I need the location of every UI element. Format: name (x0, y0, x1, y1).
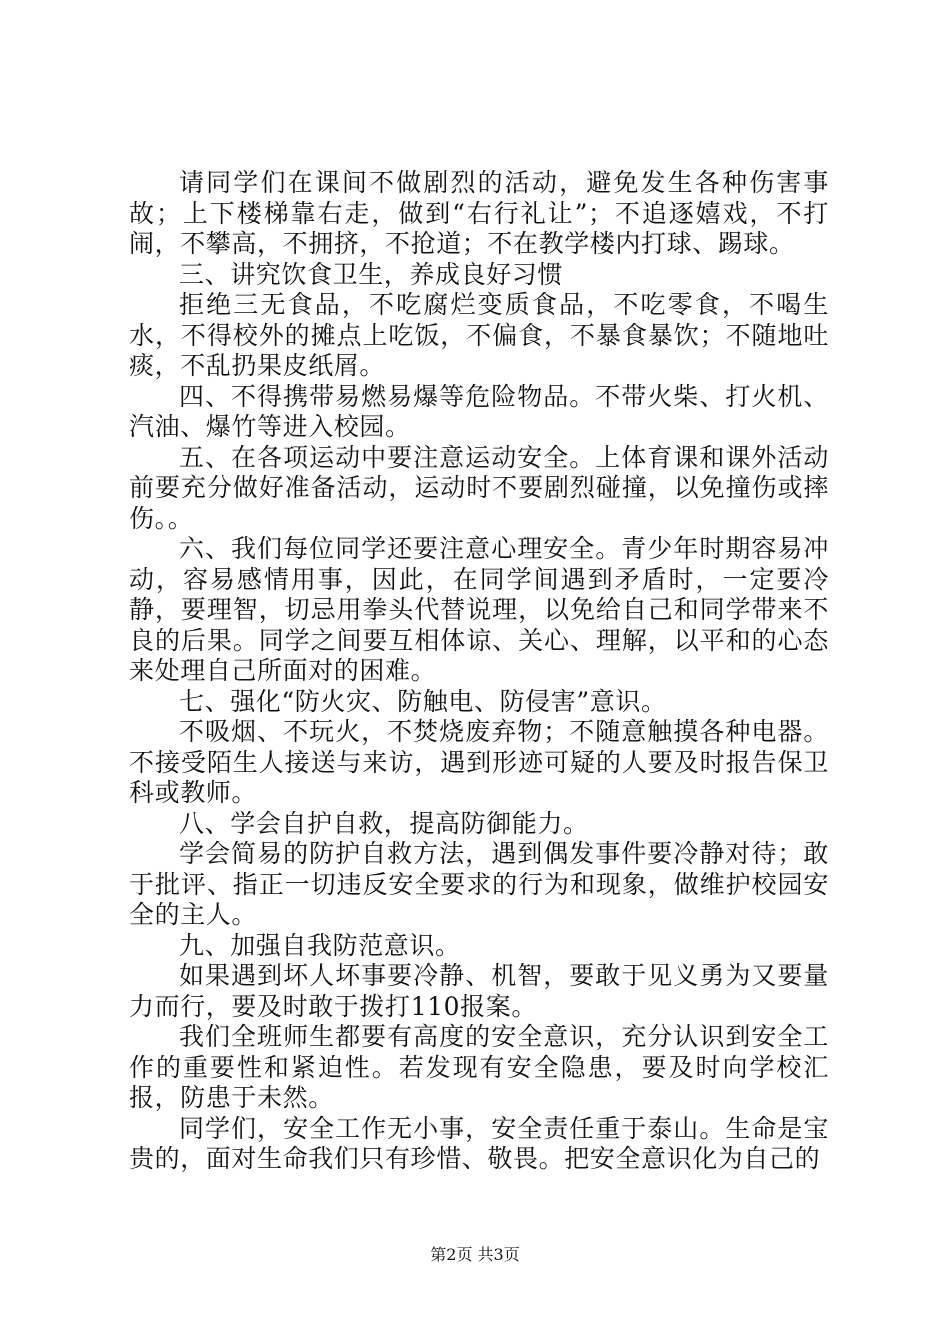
paragraph-self-rescue: 学会简易的防护自救方法，遇到偶发事件要冷静对待；敢于批评、指正一切违反安全要求的行为和现象，做维护校园安全的主人。 (129, 839, 829, 929)
paragraph-class-awareness: 我们全班师生都要有高度的安全意识，充分认识到安全工作的重要性和紧迫性。若发现有安全隐患，要及时向学校汇报，防患于未然。 (129, 1022, 829, 1112)
heading-section-8: 八、学会自护自救，提高防御能力。 (179, 808, 589, 838)
paragraph-1: 请同学们在课间不做剧烈的活动，避免发生各种伤害事故；上下楼梯靠右走，做到“右行礼让”；不追逐嬉戏，不打闹，不攀高，不拥挤，不抢道；不在教学楼内打球、踢球。 (129, 168, 829, 258)
page-number-label: 第2页 共3页 (430, 1245, 520, 1264)
page-footer (0, 1245, 950, 1265)
paragraph-food-hygiene: 拒绝三无食品，不吃腐烂变质食品，不吃零食，不喝生水，不得校外的摊点上吃饭，不偏食，不暴食暴饮；不随地吐痰，不乱扔果皮纸屑。 (129, 290, 829, 380)
heading-section-3: 三、讲究饮食卫生，养成良好习惯 (179, 259, 564, 289)
heading-section-5: 五、在各项运动中要注意运动安全。上体育课和课外活动前要充分做好准备活动，运动时不要剧烈碰撞，以免撞伤或摔伤。。 (129, 442, 829, 533)
paragraph-closing: 同学们，安全工作无小事，安全责任重于泰山。生命是宝贵的，面对生命我们只有珍惜、敬畏。把安全意识化为自己的 (129, 1113, 829, 1173)
paragraph-fire-safety: 不吸烟、不玩火，不焚烧废弃物；不随意触摸各种电器。不接受陌生人接送与来访，遇到形迹可疑的人要及时报告保卫科或教师。 (129, 717, 829, 807)
paragraph-self-protection: 如果遇到坏人坏事要冷静、机智，要敢于见义勇为又要量力而行，要及时敢于拨打110报案。 (129, 961, 829, 1021)
heading-section-9: 九、加强自我防范意识。 (179, 930, 461, 960)
document-body (129, 168, 829, 1175)
heading-section-4: 四、不得携带易燃易爆等危险物品。不带火柴、打火机、汽油、爆竹等进入校园。 (129, 381, 829, 441)
heading-section-7: 七、强化“防火灾、防触电、防侵害”意识。 (179, 686, 667, 716)
heading-section-6: 六、我们每位同学还要注意心理安全。青少年时期容易冲动，容易感情用事，因此，在同学间遇到矛盾时，一定要冷静，要理智，切忌用拳头代替说理，以免给自己和同学带来不良的后果。同学之间要互相体谅、关心、理解，以平和的心态来处理自己所面对的困难。 (129, 534, 829, 685)
